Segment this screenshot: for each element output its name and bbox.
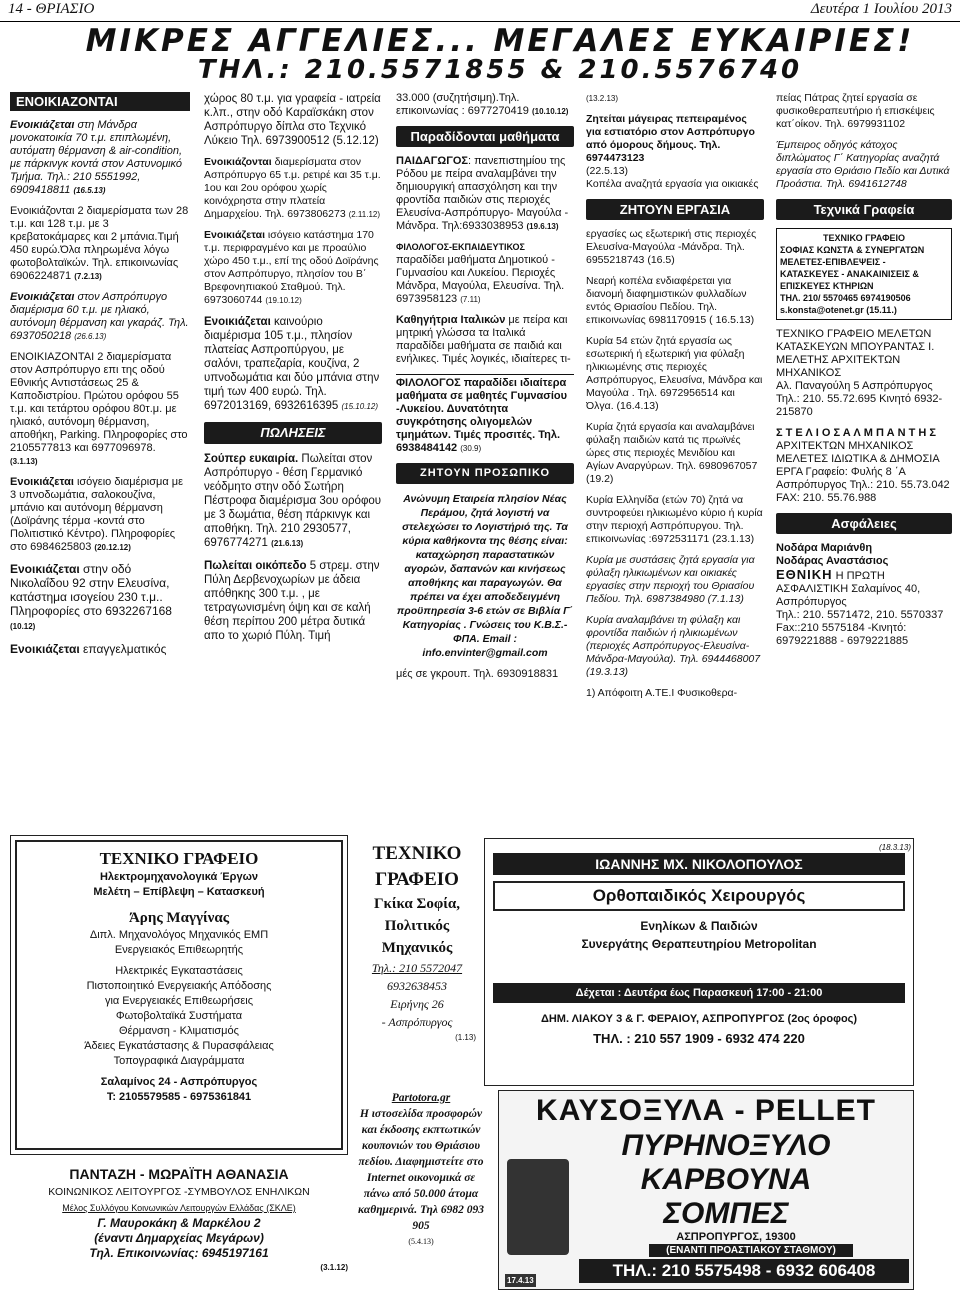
office-email: s.konsta@otenet.gr (15.11.) <box>780 305 897 315</box>
ad-text: Κυρία ζητά εργασία και αναλαμβάνει φύλαξη παιδιών κατά τις πρωϊνές ώρες στις περιοχές Μενιδίου και Αγίων Αναργύρων. Τηλ. 6980967057 <box>586 421 758 472</box>
classified-ad <box>396 155 574 233</box>
ad-name: Γκίκα Σοφία, <box>374 896 460 912</box>
ad-title: Partotora.gr <box>391 1092 451 1104</box>
ad-date: (20.12.12) <box>94 543 131 552</box>
ad-address: Ειρήνης 26 <box>390 997 444 1011</box>
ad-line: Πολιτικός <box>384 918 450 934</box>
ad-title: ΤΕΧΝΙΚΟ ΓΡΑΦΕΙΟ <box>99 849 259 868</box>
ad-text: Κυρία αναλαμβάνει τη φύλαξη και φροντίδα παιδιών ή ηλικιωμένων (περιοχές Ασπρόπυργος-Ελευσίνα-Μάνδρα-Μαγούλα). Τηλ. 6944468007 <box>586 614 761 665</box>
ad-lead: Πωλείται οικόπεδο <box>204 560 307 572</box>
ad-line: Συνεργάτης Θεραπευτηρίου Metropolitan <box>581 937 817 951</box>
office-title: ΤΕΧΝΙΚΟ ΓΡΑΦΕΙΟ <box>823 233 905 243</box>
classified-ad <box>10 476 190 554</box>
ad-date: (30.9) <box>460 444 482 453</box>
classified-ad <box>396 314 574 366</box>
column-rentals-sales <box>204 92 382 832</box>
section-heading-sales: ΠΩΛΗΣΕΙΣ <box>204 422 382 444</box>
ad-lead: Ενοικιάζεται <box>10 476 74 488</box>
office-phone: ΤΗΛ. 210/ 5570465 6974190506 <box>780 293 911 303</box>
ad-text: Νεαρή κοπέλα ενδιαφέρεται για διανομή διαφημιστικών φυλλαδίων εντός Θριασίου Πεδίου. Τηλ. επικοινωνίας 6981170915 <box>586 275 747 326</box>
ad-address: - Ασπρόπυργος <box>381 1015 453 1029</box>
page-number-section: 14 - ΘΡΙΑΣΙΟ <box>8 1 95 17</box>
agent-name: Νοδάρας Αναστάσιος <box>776 555 889 567</box>
section-heading-lessons: Παραδίδονται μαθήματα <box>396 126 574 147</box>
ad-name: ΠΑΝΤΑΖΗ - ΜΩΡΑΪΤΗ ΑΘΑΝΑΣΙΑ <box>69 1166 289 1182</box>
ad-text: Η ιστοσελίδα προσφορών και έκδοσης εκπτωτικών κουπονιών του Θριάσιου πεδίου. Διαφημιστείτε στο Internet οικονομικά σε πάνω από 50.000 άτομα καθημερινά. Τηλ 6982 093 905 <box>358 1108 484 1232</box>
office-phone: Τηλ.: 210. 55.72.695 Κινητό 6932-215870 <box>776 393 943 418</box>
ad-date: (3.1.12) <box>320 1263 348 1272</box>
classified-ad <box>586 421 764 486</box>
ad-text: 33.000 (συζητήσιμη).Τηλ. επικοινωνίας : 6977270419 <box>396 92 529 117</box>
office-text: ΤΕΧΝΙΚΟ ΓΡΑΦΕΙΟ ΜΕΛΕΤΩΝ ΚΑΤΑΣΚΕΥΩΝ ΜΠΟΥΡΑΝΤΑΣ Ι. ΜΕΛΕΤΗΣ ΑΡΧΙΤΕΚΤΩΝ ΜΗΧΑΝΙΚΟΣ <box>776 328 935 379</box>
classified-ad <box>586 228 764 267</box>
ad-date: (21.6.13) <box>271 539 304 548</box>
classified-ad <box>396 92 574 118</box>
ad-lead: ΠΑΙΔΑΓΩΓΟΣ <box>396 155 468 167</box>
ad-text: Κυρία με συστάσεις ζητά εργασία για φύλαξη ηλικιωμένων και οικιακές εργασίες στην περιοχή του Θριασίου Πεδίου. Τηλ. 6987384980 <box>586 554 755 605</box>
ad-address: ΔΗΜ. ΛΙΑΚΟΥ 3 & Γ. ΦΕΡΑΙΟΥ, ΑΣΠΡΟΠΥΡΓΟΣ (2ος όροφος) <box>540 1013 858 1025</box>
office-line: ΣΟΦΙΑΣ ΚΩΝΣΤΑ & ΣΥΝΕΡΓΑΤΩΝ <box>780 245 925 255</box>
classified-ad: Ανώνυμη Εταιρεία πλησίον Νέας Περάμου, ζητά λογιστή να στελεχώσει το Λογιστήριό της. Τα κύρια καθήκοντα της θέσης είναι: καταχώρηση παραστατικών αγορών, δαπανών και κινήσεως αποθήκης και παραγωγών. Θα πρέπει να έχει αποδεδειγμένη προϋπηρεσία 3-6 ετών σε Βιβλία Γ΄ Κατηγορίας . Γνώσεις του Κ.Β.Σ.-ΦΠΑ. Email : info.envinter@gmail.com <box>396 493 574 659</box>
ad-date: (3.1.13) <box>10 457 38 466</box>
ad-line: Φωτοβολταϊκά Συστήματα <box>115 1010 243 1022</box>
ad-line: ΣΟΜΠΕΣ <box>663 1197 789 1230</box>
ad-date: (7.2.13) <box>74 272 102 281</box>
classified-ad <box>586 113 764 191</box>
ad-date: (19.6.13) <box>526 222 559 231</box>
ad-date: (16.5.13) <box>73 186 106 195</box>
ad-lead: Καθηγήτρια Ιταλικών <box>396 314 506 326</box>
classifieds-banner <box>75 25 925 83</box>
office-line: ΕΠΙΣΚΕΥΕΣ ΚΤΗΡΙΩΝ <box>780 281 874 291</box>
ad-text: ισόγειο διαμέρισμα με 3 υπνοδωμάτια, σαλοκουζίνα, μπάνιο και αυτόνομη θέρμανση (Δοϊράνης τέρμα -κοντά στο Πολιτιστικό Κέντρο). Πληροφορίες στο 6984625803 <box>10 476 183 553</box>
classified-ad <box>10 562 190 634</box>
ad-text: στη Μάνδρα μονοκατοικία 70 τ.μ. επιπλωμένη, αυτόματη θέρμανση & air-condition, με πάρκινγκ κοντά στον Αστυνομικό Τμήμα. Τηλ.: 210 5551992, 6909418811 <box>10 119 183 196</box>
ad-text: Κοπέλα αναζητά εργασία για οικιακές <box>586 178 759 190</box>
ad-phone: Τηλ. Επικοινωνίας: 6945197161 <box>89 1246 269 1260</box>
ad-lead: Ενοικιάζεται <box>10 291 75 303</box>
classified-ad <box>586 614 764 679</box>
ad-line: Διπλ. Μηχανολόγος Μηχανικός ΕΜΠ <box>89 929 269 941</box>
ad-text: Ζητείται μάγειρας πεπειραμένος για εστιατόριο στον Ασπρόπυργο από όμορους δήμους. Τηλ. 6974473123 <box>586 113 755 164</box>
office-address: Αλ. Παναγούλη 5 Ασπρόπυργος <box>776 380 933 392</box>
ad-text: στον Ασπρόπυργο διαμέρισμα 60 τ.μ. με ηλιακό, αυτόνομη θέρμανση και γκαράζ. Τηλ. 6937050218 <box>10 291 189 342</box>
office-name: Σ Τ Ε Λ Ι Ο Σ Α Λ Μ Π Α Ν Τ Η Σ <box>776 427 936 439</box>
insurance-text: Η ΠΡΩΤΗ ΑΣΦΑΛΙΣΤΙΚΗ Σαλαμίνος 40, Ασπρόπυργος <box>776 570 921 608</box>
ad-text: παραδίδει μαθήματα Δημοτικού - Γυμνασίου και Λυκείου. Περιοχές Μάνδρα, Μαγούλα, Ελευσίνα. Τηλ. 6973958123 <box>396 254 565 305</box>
ad-date: (18.3.13) <box>878 843 911 852</box>
ad-name: ΙΩΑΝΝΗΣ ΜΧ. ΝΙΚΟΛΟΠΟΥΛΟΣ <box>493 853 905 875</box>
ad-line: Μέλος Συλλόγου Κοινωνικών Λειτουργών Ελλάδας (ΣΚΛΕ) <box>62 1203 296 1213</box>
ad-engineer-gkika <box>358 835 476 1085</box>
classified-ad <box>204 92 382 148</box>
classified-ad <box>10 291 190 343</box>
classified-ad <box>10 205 190 283</box>
section-heading-insurance: Ασφάλειες <box>776 513 952 534</box>
ad-date: (22.5.13) <box>586 165 629 177</box>
ad-text: 5 στρεμ. στην Πύλη Δερβενοχωρίων με άδεια απόθηκης 300 τ.μ. , με τετραγωνισμένη όψη και σε καλή θέση περίπου 200 μέτρα δυτικά απο το χωριό Πύλη. Τιμή <box>204 560 380 642</box>
ad-subtitle: Ηλεκτρομηχανολογικά Έργων <box>99 871 258 883</box>
ad-date: 17.4.13 <box>507 1276 534 1285</box>
ad-phone: ΤΗΛ.: 210 5575498 - 6932 606408 <box>579 1259 909 1283</box>
ad-date: (16.5) <box>647 254 675 266</box>
ad-text: Κυρία 54 ετών ζητά εργασία ως εσωτερική ή εξωτερική για φύλαξη ηλικιωμένης στις περιοχές Ασπρόπυργος, Ελευσίνα, Μάνδρα και Μαγούλα . Τηλ. 6972956514 και Όλγα. <box>586 335 763 412</box>
ad-lead: Σούπερ ευκαιρία. <box>204 453 299 465</box>
office-ad-konsta <box>776 228 952 320</box>
classified-ad <box>396 374 574 455</box>
ad-text: ΦΙΛΟΛΟΓΟΣ παραδίδει ιδιαίτερα μαθήματα σε μαθητές Γυμνασίου -Λυκείου. Δυνατότητα συγκρότησης ολιγομελών τμημάτων. Τιμές προσιτές. Τηλ. 6938484142 <box>396 377 568 454</box>
classified-ad: 1) Απόφοιτη Α.ΤΕ.Ι Φυσικοθερα- <box>586 687 738 699</box>
ad-date: (13.2.13) <box>586 94 619 103</box>
ad-line: για Ενεργειακές Επιθεωρήσεις <box>104 995 254 1007</box>
ad-lead: ΦΙΛΟΛΟΓΟΣ-ΕΚΠΑΙΔΕΥΤΙΚΟΣ <box>396 242 525 252</box>
ad-text: Ενοικιάζονται 2 διαμερίσματα των 28 τ.μ. και 128 τ.μ. με 3 κρεβατοκάμαρες και 2 μπάνια.Τιμή 450 ευρώ.Όλα πληρωμένα λόγω φωτοβολταϊκών. Τηλ. επικοινωνίας 6906224871 <box>10 205 189 282</box>
column-rentals <box>10 92 190 832</box>
ad-date: (7.1.13) <box>707 593 744 605</box>
office-line: ΚΑΤΑΣΚΕΥΕΣ - ΑΝΑΚΑΙΝΙΣΕΙΣ & <box>780 269 919 279</box>
classified-ad: Έμπειρος οδηγός κάτοχος διπλώματος Γ΄ Κατηγορίας αναζητά εργασία στο Θριάσιο Πεδίο και Δυτικά Προάστια. Τηλ. 6941612748 <box>776 139 950 190</box>
ad-phone: 6932638453 <box>387 979 447 993</box>
ad-text: εργασίες ως εξωτερική στις περιοχές Ελευσίνα-Μαγούλα -Μάνδρα. Τηλ. 6955218743 <box>586 228 757 266</box>
agent-name: Νοδάρα Μαριάνθη <box>776 542 873 554</box>
ad-title: ΚΑΥΣΟΞΥΛΑ - PELLET <box>536 1094 876 1127</box>
ad-line: ΠΥΡΗΝΟΞΥΛΟ <box>621 1129 831 1162</box>
ad-address: ΑΣΠΡΟΠΥΡΓΟΣ, 19300 <box>676 1231 796 1243</box>
classified-ad <box>10 351 190 468</box>
classified-ad <box>586 554 764 606</box>
ad-phone: Τ: 2105579585 - 6975361841 <box>106 1091 252 1103</box>
ad-phone: ΤΗΛ. : 210 557 1909 - 6932 474 220 <box>593 1031 805 1046</box>
ad-name: Άρης Μαγγίνας <box>128 910 230 926</box>
insurance-phone: Τηλ.: 210. 5571472, 210. 5570337 Fax::210 5575184 -Κινητό: 6979221888 - 6979221885 <box>776 609 944 647</box>
ad-address: (ΕΝΑΝΤΙ ΠΡΟΑΣΤΙΑΚΟΥ ΣΤΑΘΜΟΥ) <box>649 1244 853 1257</box>
ad-date: (19.3.13) <box>586 666 629 678</box>
ad-text: Κυρία Ελληνίδα (ετών 70) ζητά να συντροφεύει ηλικιωμένο κύριο ή κυρία στην περιοχή Ασπρόπυργου. Τηλ. επικοινωνίας :6972531171 <box>586 494 763 545</box>
ad-date: (10.12) <box>10 622 36 631</box>
column-lessons <box>396 92 574 832</box>
office-text: ΑΡΧΙΤΕΚΤΩΝ ΜΗΧΑΝΙΚΟΣ ΜΕΛΕΤΕΣ ΙΔΙΩΤΙΚΑ & ΔΗΜΟΣΙΑ ΕΡΓΑ Γραφείο: Φυλής 8 ΄Α Ασπρόπυργος Τηλ.: 210. 55.73.042 FAX: 210. 55.76.988 <box>776 440 950 504</box>
ad-text: επαγγελματικός <box>79 642 167 656</box>
ad-line: Μηχανικός <box>381 940 453 956</box>
ad-text: χώρος 80 τ.μ. για γραφεία - ιατρεία κ.λπ., στην οδό Καραϊσκάκη στον Ασπρόπυργο δίπλα στο Τεχνικό Λύκειο Τηλ. 6973900512 <box>204 93 381 147</box>
ad-technical-office-magginas <box>10 835 348 1155</box>
ad-social-worker-pantazi <box>10 1160 348 1292</box>
ad-text: : πανεπιστημίου της Ρόδου με πείρα αναλαμβάνει την δημιουργική απασχόληση και την φροντίδα παιδιών στις περιοχές Ελευσίνα-Ασπρόπυργο- Μαγούλα - Μάνδρα. Τηλ:6933038953 <box>396 155 569 232</box>
ad-line: Πιστοποιητικό Ενεργειακής Απόδοσης <box>86 980 272 992</box>
banner-title: ΜΙΚΡΕΣ ΑΓΓΕΛΙΕΣ... ΜΕΓΑΛΕΣ ΕΥΚΑΙΡΙΕΣ! <box>85 23 915 59</box>
ad-text: διαμερίσματα στον Ασπρόπυργο 65 τ.μ. ρετιρέ και 35 τ.μ. 1ου και 2ου ορόφου χωρίς κοινόχρηστα στην πλατεία Δημαρχείου. Τηλ. 6973806273 <box>204 156 381 220</box>
classified-ad: πείας Πάτρας ζητεί εργασία σε φυσικοθεραπευτήριο ή επισκέψεις κατ΄οίκον. Τηλ. 6979931102 <box>776 92 935 130</box>
section-heading-staff-wanted: ΖΗΤΟΥΝ ΠΡΟΣΩΠΙΚΟ <box>396 463 574 484</box>
ad-lead: Ενοικιάζεται <box>204 229 265 241</box>
ad-date: (5.4.13) <box>408 1237 434 1246</box>
ad-address: Σαλαμίνος 24 - Ασπρόπυργος <box>100 1076 258 1088</box>
ad-date: (19.10.12) <box>265 296 302 305</box>
classified-ad <box>204 559 382 643</box>
stove-image <box>507 1159 569 1255</box>
ad-line: Άδειες Εγκατάστασης & Πυρασφάλειας <box>84 1040 274 1052</box>
ad-line: (έναντι Δημαρχείας Μεγάρων) <box>94 1231 264 1245</box>
ad-text: ΕΝΟΙΚΙΑΖΟΝΤΑΙ 2 διαμερίσματα στον Ασπρόπυργο επι της οδού Εθνικής Αντιστάσεως 25 & Καποδιστρίου. Πρώτου ορόφου 55 τ.μ. και τετάρτου ορόφου 80τ.μ. με ηλιακό, αυτόνομη θέρμανση, αποθήκη, Parking. Πληροφορίες στο 2105577813 και 6977096978. <box>10 351 188 454</box>
ad-date: (15.10.12) <box>341 402 378 411</box>
ad-text: ισόγειο κατάστημα 170 τ.μ. περιφραγμένο και με προαύλιο χώρο 450 τ.μ., επί της οδού Δοϊράνης στον Ασπρόπυργο, πλησίον του Β΄ Βρεφονηπιακού Σταθμού. Τηλ. 6973060744 <box>204 229 379 306</box>
classified-ad: μές σε γκρουπ. Τηλ. 6930918831 <box>396 668 559 680</box>
classified-ad <box>10 119 190 197</box>
classified-ad <box>586 494 764 546</box>
insurance-ad <box>776 542 952 648</box>
office-line: ΜΕΛΕΤΕΣ-ΕΠΙΒΛΕΨΕΙΣ - <box>780 257 886 267</box>
ad-lead: Ενοικιάζεται <box>10 119 75 131</box>
classified-ad <box>204 315 382 414</box>
ad-firewood-pellet <box>498 1090 914 1290</box>
ad-lead: Ενοικιάζεται <box>10 562 80 576</box>
ad-line: Ενηλίκων & Παιδιών <box>640 919 758 933</box>
ad-line: ΚΑΡΒΟΥΝΑ <box>640 1163 812 1196</box>
column-jobs-wanted <box>586 92 764 832</box>
classified-ad <box>204 229 382 307</box>
ad-text: καινούριο διαμέρισμα 105 τ.μ., πλησίον πλατείας Ασπροπύργου, με σαλόνι, τραπεζαρία, κουζίνα, 2 υπνοδωμάτια και δύο μπάνια στην τιμή των 400 ευρώ. Τηλ. 6972013169, 6932616395 <box>204 316 380 412</box>
page-header <box>0 0 960 22</box>
ad-date: (19.2) <box>586 473 614 485</box>
section-heading-tech-offices: Τεχνικά Γραφεία <box>776 199 952 220</box>
ad-date: (5.12.12) <box>332 135 379 147</box>
ad-date: (7.11) <box>460 295 481 304</box>
ad-orthopedic-nikolopoulos <box>484 838 914 1086</box>
ad-date: (1.13) <box>455 1033 476 1042</box>
ad-date: (10.10.12) <box>531 107 569 116</box>
ad-date: (26.6.13) <box>74 332 107 341</box>
ad-hours: Δέχεται : Δευτέρα έως Παρασκευή 17:00 - 21:00 <box>493 983 905 1003</box>
classified-ad <box>586 335 764 413</box>
ad-line: Ηλεκτρικές Εγκαταστάσεις <box>115 965 243 977</box>
ad-lead: Ενοικιάζεται <box>10 642 80 656</box>
ad-subtitle: ΚΟΙΝΩΝΙΚΟΣ ΛΕΙΤΟΥΡΓΟΣ -ΣΥΜΒΟΥΛΟΣ ΕΝΗΛΙΚΩΝ <box>48 1186 310 1198</box>
office-ad-bourantas <box>776 328 952 419</box>
ad-title: ΤΕΧΝΙΚΟ <box>372 843 462 864</box>
ad-text: με πείρα και μητρική γλώσσα τα Ιταλικά παραδίδει μαθήματα σε παιδιά και ενήλικες. Τιμές λογικές, ιδιαίτερες τι- <box>396 314 571 365</box>
ad-lead: Ενοικιάζεται <box>204 316 271 328</box>
ad-line: Γ. Μαυροκάκη & Μαρκέλου 2 <box>97 1216 261 1230</box>
office-ad-albantis <box>776 427 952 505</box>
classified-ad <box>204 156 382 221</box>
ad-subtitle: Ορθοπαιδικός Χειρουργός <box>493 881 905 911</box>
page-date: Δευτέρα 1 Ιουλίου 2013 <box>810 1 952 17</box>
ad-date: (16.4.13) <box>616 400 659 412</box>
classified-ad <box>586 275 764 327</box>
ad-line: Τοπογραφικά Διαγράμματα <box>113 1055 245 1067</box>
section-heading-jobs-wanted: ΖΗΤΟΥΝ ΕΡΓΑΣΙΑ <box>586 199 764 220</box>
ad-date: ( 16.5.13) <box>709 314 755 326</box>
column-offices <box>776 92 952 832</box>
ad-text: στην οδό Νικολαΐδου 92 στην Ελευσίνα, κατάστημα ισογείου 230 τ.μ.. Πληροφορίες στο 6932267168 <box>10 562 172 618</box>
classified-ad <box>10 642 190 656</box>
ad-partotora <box>356 1090 486 1286</box>
ad-date: (23.1.13) <box>712 533 755 545</box>
banner-phones: ΤΗΛ.: 210.5571855 & 210.5576740 <box>197 55 803 85</box>
ad-title: ΓΡΑΦΕΙΟ <box>375 869 459 890</box>
classified-ad <box>204 452 382 551</box>
ad-date: (2.11.12) <box>348 210 381 219</box>
ad-text: Πωλείται στον Ασπρόπυργο - θέση Γερμανικό νεόδμητο στην οδό Σωτήρη Πέστροφα διαμέρισμα 3ου ορόφου με 3 δωμάτια, θέση πάρκινγκ και αποθήκη. Τηλ. 210 2930577, 6976774271 <box>204 453 382 549</box>
ad-line: Ενεργειακός Επιθεωρητής <box>114 944 244 956</box>
ad-subtitle: Μελέτη – Επίβλεψη – Κατασκευή <box>93 886 265 898</box>
ad-line: Θέρμανση - Κλιματισμός <box>119 1025 239 1037</box>
classified-ad <box>396 241 574 306</box>
ad-phone: Τηλ.: 210 5572047 <box>371 961 463 975</box>
insurer-logo-text: ΕΘΝΙΚΗ <box>776 567 833 582</box>
ad-lead: Ενοικιάζονται <box>204 156 272 168</box>
section-heading-rentals: ΕΝΟΙΚΙΑΖΟΝΤΑΙ <box>10 92 190 111</box>
